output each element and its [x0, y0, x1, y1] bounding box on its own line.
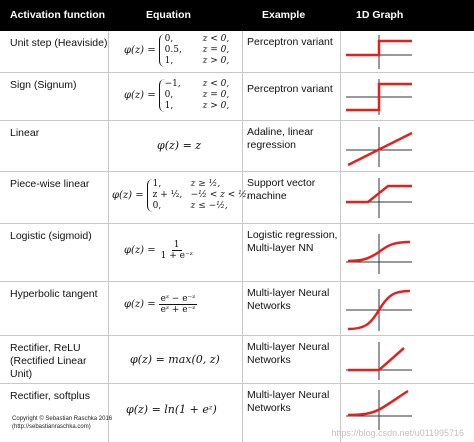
equation [124, 34, 229, 67]
denominator: 1 + e⁻ᶻ [160, 251, 193, 261]
sign-graph [342, 77, 416, 117]
case-condition: z < 0, [202, 79, 230, 89]
case-value: 1, [164, 101, 174, 111]
softplus-graph [342, 388, 416, 432]
case-value: 1, [164, 56, 174, 66]
relu-graph [342, 340, 416, 382]
activation-curve [348, 348, 404, 370]
table-row-logistic [0, 224, 474, 282]
table-row-linear [0, 121, 474, 172]
equation-cases [159, 79, 230, 112]
equation [124, 294, 197, 315]
equation-cases [159, 34, 230, 67]
equation: φ(z) = z [157, 139, 202, 152]
equation: φ(z) = ln(1 + eᶻ) [126, 403, 217, 416]
case-condition: z ≤ −½, [190, 201, 228, 211]
case-value: z + ½, [152, 190, 183, 200]
equation-lhs: φ(z) = [112, 190, 144, 201]
function-name: Logistic (sigmoid) [10, 230, 92, 242]
equation-lhs: φ(z) = [124, 90, 156, 101]
tanh-graph [342, 287, 416, 333]
table-row-unit-step [0, 31, 474, 73]
case-condition: z < 0, [202, 34, 230, 44]
equation-fraction [159, 294, 198, 315]
case-value: 0, [152, 201, 162, 211]
table-row-piecewise-linear [0, 172, 474, 224]
equation-cases [147, 179, 250, 212]
activation-curve [346, 41, 412, 55]
example-text: Multi-layer Neural Networks [247, 341, 330, 366]
example-text: Perceptron variant [247, 36, 333, 48]
table-header [0, 0, 474, 31]
function-name: Rectifier, ReLU (Rectified Linear Unit) [10, 342, 87, 380]
equation: φ(z) = max(0, z) [130, 353, 220, 366]
numerator: 1 [173, 240, 180, 250]
function-name: Linear [10, 127, 40, 139]
copyright-notice [12, 415, 112, 431]
function-name: Unit step (Heaviside) [10, 37, 108, 49]
table-row-sign [0, 73, 474, 121]
activation-curve [348, 133, 412, 165]
example-text: Perceptron variant [247, 83, 333, 95]
equation [124, 79, 229, 112]
case-condition: z = 0, [202, 45, 230, 55]
example-text: Multi-layer Neural Networks [247, 287, 330, 312]
example-text: Logistic regression, Multi-layer NN [247, 229, 338, 254]
header-equation: Equation [146, 9, 191, 21]
header-example: Example [262, 9, 306, 21]
table-row-relu [0, 336, 474, 384]
example-text: Adaline, linear regression [247, 126, 314, 151]
piecewise-linear-graph [342, 176, 416, 220]
function-name: Hyperbolic tangent [10, 288, 98, 300]
example-text: Support vector machine [247, 177, 316, 202]
header-activation-function: Activation function [10, 9, 106, 21]
activation-curve [348, 391, 408, 415]
case-value: 0, [164, 90, 174, 100]
example-text: Multi-layer Neural Networks [247, 389, 330, 414]
case-condition: z ≥ ½, [190, 179, 221, 189]
copyright-url: (http://sebastianraschka.com) [12, 424, 91, 430]
watermark: https://blog.csdn.net/u011995716 [331, 428, 464, 438]
denominator: eᶻ + e⁻ᶻ [160, 305, 196, 315]
case-condition: z > 0, [202, 101, 230, 111]
case-condition: z = 0, [202, 90, 230, 100]
linear-graph [342, 125, 416, 169]
numerator: eᶻ − e⁻ᶻ [160, 294, 196, 304]
case-value: 0, [164, 34, 174, 44]
logistic-graph [342, 232, 416, 276]
equation-lhs: φ(z) = [124, 299, 156, 310]
case-value: −1, [164, 79, 181, 89]
equation-fraction [159, 240, 195, 261]
equation [112, 179, 250, 212]
equation-lhs: φ(z) = [124, 245, 156, 256]
case-value: 1, [152, 179, 162, 189]
copyright-line: Copyright © Sebastian Raschka 2016 [12, 416, 113, 422]
header-1d-graph: 1D Graph [356, 9, 404, 21]
case-value: 0.5, [164, 45, 182, 55]
function-name: Piece-wise linear [10, 178, 90, 190]
equation [124, 240, 195, 261]
table-row-tanh [0, 282, 474, 336]
case-condition: −½ < z < ½, [190, 190, 250, 200]
equation-lhs: φ(z) = [124, 45, 156, 56]
function-name: Rectifier, softplus [10, 390, 90, 402]
case-condition: z > 0, [202, 56, 230, 66]
unit-step-graph [342, 33, 416, 71]
function-name: Sign (Signum) [10, 79, 77, 91]
